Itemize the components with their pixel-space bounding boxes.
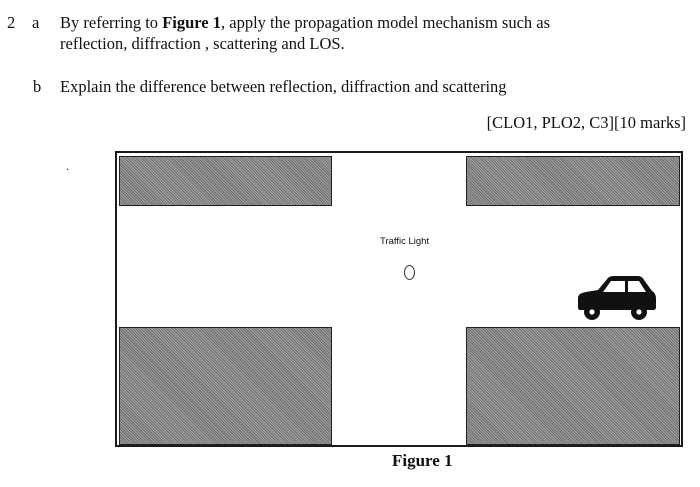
part-a-line-1-post: , apply the propagation model mechanism such as <box>221 13 551 32</box>
part-b-letter: b <box>33 77 42 96</box>
part-a-line-2: reflection, diffraction , scattering and LOS. <box>60 34 345 53</box>
building-top-left <box>119 156 332 206</box>
question-number: 2 <box>7 13 16 32</box>
part-b-text: Explain the difference between reflection, diffraction and scattering <box>60 77 507 96</box>
figure-caption: Figure 1 <box>392 451 453 470</box>
figure-reference: Figure 1 <box>162 13 222 32</box>
traffic-light-label: Traffic Light <box>380 236 430 247</box>
part-a-line-1 <box>60 13 550 33</box>
marks-allocation: [CLO1, PLO2, C3][10 marks] <box>486 113 686 132</box>
building-bottom-right <box>466 327 680 445</box>
part-a-line-1-pre: By referring to <box>60 13 163 32</box>
building-top-right <box>466 156 680 206</box>
stray-mark: . <box>66 159 69 173</box>
building-bottom-left <box>119 327 332 445</box>
part-a-letter: a <box>32 13 40 32</box>
traffic-light-icon <box>404 265 415 280</box>
car-icon <box>574 273 658 323</box>
